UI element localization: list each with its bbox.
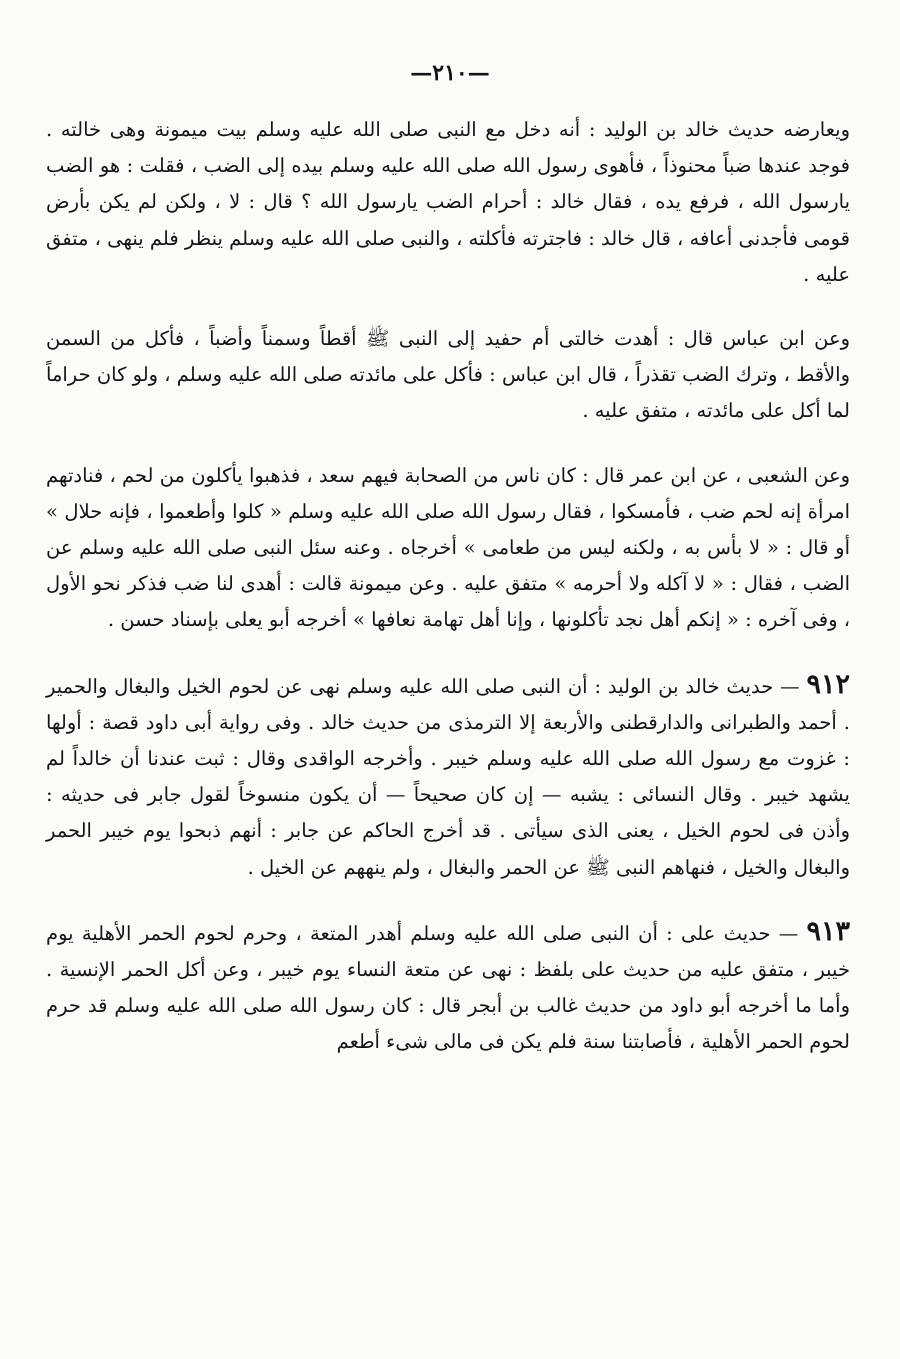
paragraph-ibn-abbas: وعن ابن عباس قال : أهدت خالتى أم حفيد إلى النبى ﷺ أقطاً وسمناً وأضباً ، فأكل من السمن والأقط ، وترك الضب تقذراً ، قال ابن عباس : فأكل على مائدته صلى الله عليه وسلم ، ولو كان حراماً لما أكل على مائدته ، متفق عليه . bbox=[46, 327, 850, 423]
paragraph-shabi: وعن الشعبى ، عن ابن عمر قال : كان ناس من الصحابة فيهم سعد ، فذهبوا يأكلون من لحم ، فنادتهم امرأة إنه لحم ضب ، فأمسكوا ، فقال رسول الله صلى الله عليه وسلم « كلوا وأطعموا ، فإنه حلال » أو قال : « لا بأس به ، ولكنه ليس من طعامى » أخرجاه . وعنه سئل النبى صلى الله عليه وسلم عن الضب ، فقال : « لا آكله ولا أحرمه » متفق عليه . وعن ميمونة قالت : أهدى لنا ضب فذكر نحو الأول ، وفى آخره : « إنكم أهل نجد تأكلونها ، وإنا أهل تهامة نعافها » أخرجه أبو يعلى بإسناد حسن . bbox=[46, 463, 851, 632]
paragraph-hadith-912 bbox=[46, 667, 850, 886]
hadith-text: — حديث خالد بن الوليد : أن النبى صلى الله عليه وسلم نهى عن لحوم الخيل والبغال والحمير . أحمد والطبرانى والدارقطنى والأربعة إلا الترمذى من حديث خالد . وفى رواية أبى داود قصة : أولها : غزوت مع رسول الله صلى الله عليه وسلم خيبر . وأخرجه الواقدى وقال : ثبت عندنا أن خالداً لم يشهد خيبر . وقال النسائى : يشبه — إن كان صحيحاً — أن يكون منسوخاً لقول جابر فى حديثه : وأذن فى لحوم الخيل ، يعنى الذى سيأتى . قد أخرج الحاكم عن جابر : أنهم ذبحوا يوم خيبر الحمر والبغال والخيل ، فنهاهم النبى ﷺ عن الحمر والبغال ، ولم ينههم عن الخيل . bbox=[46, 674, 850, 879]
body-text bbox=[46, 112, 850, 1061]
paragraph-khalid-dhabb: ويعارضه حديث خالد بن الوليد : أنه دخل مع النبى صلى الله عليه وسلم بيت ميمونة وهى خالته . فوجد عندها ضباً محنوذاً ، فأهوى رسول الله صلى الله عليه وسلم بيده إلى الضب ، فقلت : هو الضب يارسول الله ، فرفع يده ، فقال خالد : أحرام الضب يارسول الله ؟ قال : لا ، ولكن لم يكن بأرض قومى فأجدنى أعافه ، قال خالد : فاجترته فأكلته ، والنبى صلى الله عليه وسلم ينظر فلم ينهى ، متفق عليه . bbox=[46, 118, 850, 286]
hadith-text: — حديث على : أن النبى صلى الله عليه وسلم أهدر المتعة ، وحرم لحوم الحمر الأهلية يوم خيبر ، متفق عليه من حديث على بلفظ : نهى عن متعة النساء يوم خيبر ، وعن أكل الحمر الإنسية . وأما ما أخرجه أبو داود من حديث غالب بن أبجر قال : كان رسول الله صلى الله عليه وسلم قد حرم لحوم الحمر الأهلية ، فأصابتنا سنة فلم يكن فى مالى شىء أطعم bbox=[46, 921, 850, 1054]
page-number: —٢١٠— bbox=[410, 60, 490, 86]
paragraph-hadith-913 bbox=[46, 914, 850, 1061]
hadith-number: ٩١٣ bbox=[806, 915, 850, 947]
hadith-number: ٩١٢ bbox=[806, 668, 850, 700]
